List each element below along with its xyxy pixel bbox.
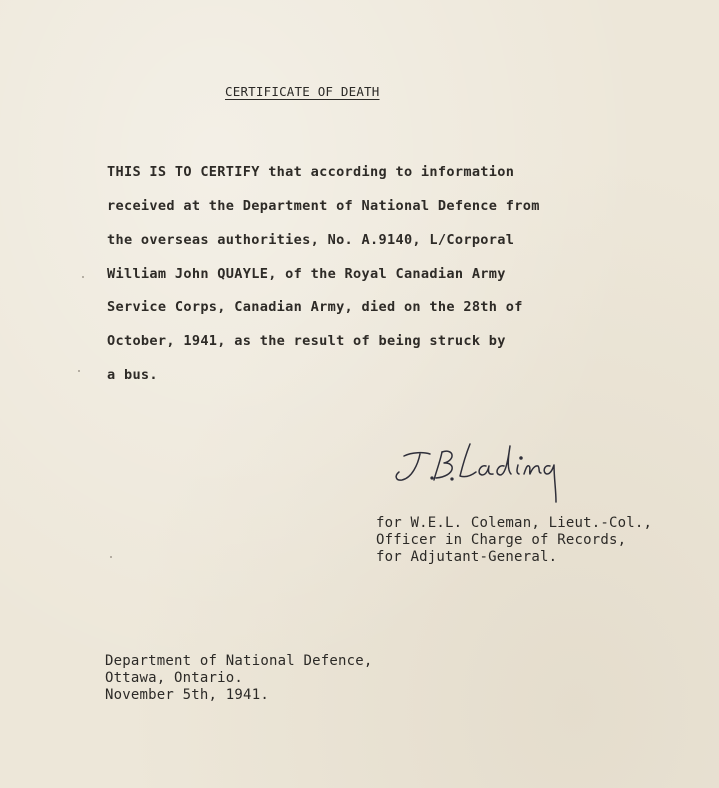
- signature-line-3: for Adjutant-General.: [376, 549, 558, 565]
- issuer-line-1: Department of National Defence,: [105, 653, 373, 669]
- body-line-3: the overseas authorities, No. A.9140, L/Corporal: [107, 232, 515, 248]
- paper-speck: [78, 370, 80, 372]
- certificate-title: CERTIFICATE OF DEATH: [225, 84, 380, 99]
- body-line-6: October, 1941, as the result of being struck by: [107, 333, 506, 349]
- issuer-line-2: Ottawa, Ontario.: [105, 670, 244, 686]
- body-line-2: received at the Department of National Defence from: [107, 198, 540, 214]
- body-line-1: THIS IS TO CERTIFY that according to information: [107, 164, 515, 180]
- body-line-4: William John QUAYLE, of the Royal Canadian Army: [107, 266, 506, 282]
- handwritten-signature: [390, 438, 580, 510]
- body-line-7: a bus.: [107, 367, 158, 383]
- paper-speck: [110, 556, 112, 558]
- issuer-line-3: November 5th, 1941.: [105, 687, 269, 703]
- signature-line-1: for W.E.L. Coleman, Lieut.-Col.,: [376, 515, 653, 531]
- signature-line-2: Officer in Charge of Records,: [376, 532, 627, 548]
- body-line-5: Service Corps, Canadian Army, died on the 28th of: [107, 299, 523, 315]
- paper-speck: [82, 276, 84, 278]
